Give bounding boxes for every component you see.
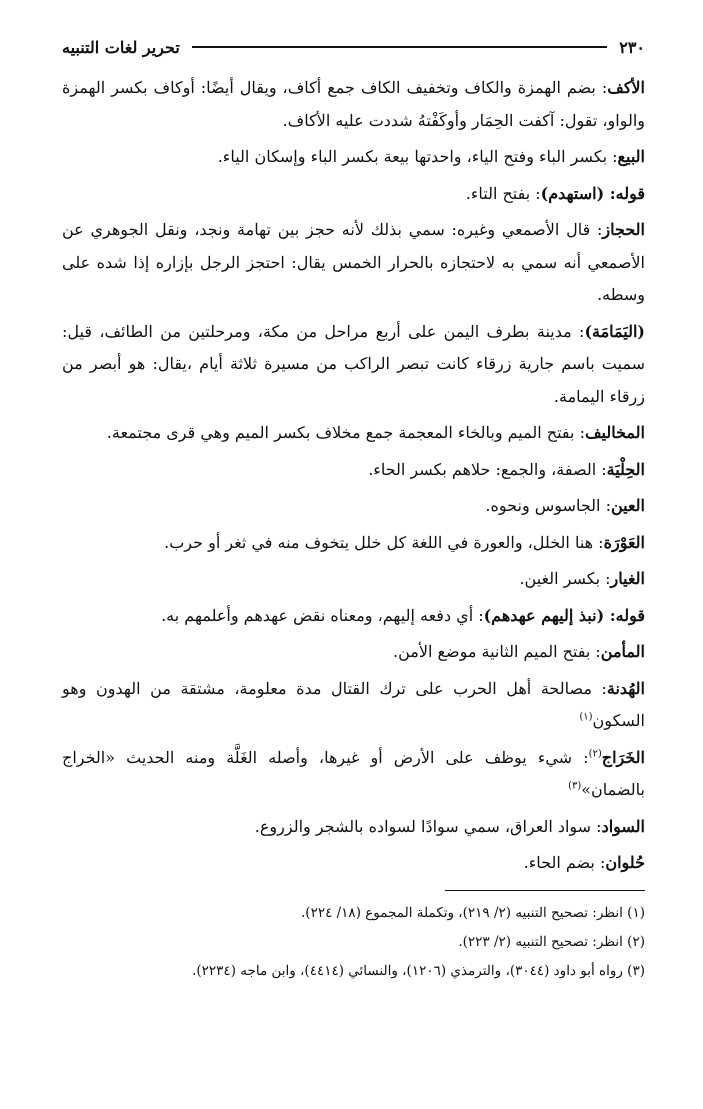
entry-definition: : الصفة، والجمع: حلاهم بكسر الحاء. xyxy=(368,459,607,479)
entry-term: الخَرَاج xyxy=(601,747,645,767)
running-title: تحرير لغات التنبيه xyxy=(62,37,180,57)
footnote-marker: (١) xyxy=(579,711,593,723)
entry-definition: : أي دفعه إليهم، ومعناه نقض عهدهم وأعلمهم به. xyxy=(161,605,484,625)
footnotes xyxy=(62,899,645,986)
entry-nabadha xyxy=(62,600,645,633)
entry-term: الأكف xyxy=(607,78,645,97)
entry-definition: : سواد العراق، سمي سوادًا لسواده بالشجر والزروع. xyxy=(254,816,602,836)
entry-term: الهُدنة xyxy=(606,678,645,698)
entry-kharaj xyxy=(62,742,645,807)
entry-term: العَوْرَة xyxy=(603,532,645,552)
entry-term: السواد xyxy=(601,816,645,836)
entry-sawad xyxy=(62,811,645,844)
footnote-marker: (٣) xyxy=(568,780,582,792)
entry-definition: : مدينة بطرف اليمن على أربع مراحل من مكة، ومرحلتين من الطائف، قيل: سميت باسم جارية زرقاء كانت تبصر الراكب من مسيرة ثلاثة أيام ،يقال: هو أبصر من زرقاء اليمامة. xyxy=(62,321,645,406)
entry-hudna xyxy=(62,673,645,738)
glossary-body xyxy=(62,72,645,880)
entry-term: قوله: (استهدم) xyxy=(540,183,645,203)
entry-term: حُلوان xyxy=(605,853,645,872)
entry-yamama xyxy=(62,316,645,414)
entry-term: المخاليف xyxy=(584,423,645,442)
entry-istahdam xyxy=(62,178,645,211)
entry-makhalif xyxy=(62,417,645,450)
entry-term: (اليَمَامَة) xyxy=(584,321,645,341)
entry-term: العين xyxy=(610,496,645,515)
entry-term: البيع xyxy=(617,147,645,166)
footnote-separator xyxy=(445,890,645,891)
entry-hilya xyxy=(62,454,645,487)
page-number: ٢٣٠ xyxy=(619,37,645,57)
entry-term: الغيار xyxy=(610,569,645,588)
entry-definition: : الجاسوس ونحوه. xyxy=(485,496,611,515)
entry-definition: : بفتح الميم الثانية موضع الأمن. xyxy=(393,642,601,661)
entry-biya xyxy=(62,141,645,174)
entry-term: الحجاز xyxy=(602,220,645,239)
entry-mamin xyxy=(62,636,645,669)
entry-definition: : بضم الحاء. xyxy=(523,853,606,872)
entry-definition: : هنا الخلل، والعورة في اللغة كل خلل يتخوف منه في ثغر أو حرب. xyxy=(164,532,604,552)
entry-definition: : بضم الهمزة والكاف وتخفيف الكاف جمع أكاف، ويقال أيضًا: أوكاف بكسر الهمزة والواو، تقول: آكفت الحِمَار وأوكَفْتهُ شددت عليه الأكاف. xyxy=(62,78,645,130)
entry-definition: : بفتح التاء. xyxy=(465,183,541,203)
entry-term: المأمن xyxy=(600,642,645,661)
footnote-marker: (٢) xyxy=(588,748,602,760)
entry-definition: : بكسر الباء وفتح الياء، واحدتها بيعة بكسر الباء وإسكان الياء. xyxy=(217,147,618,166)
entry-definition: : بكسر الغين. xyxy=(519,569,611,588)
entry-definition: : قال الأصمعي وغيره: سمي بذلك لأنه حجز بين تهامة ونجد، ونقل الجوهري عن الأصمعي أنه سمي به لاحتجازه بالحرار الخمس يقال: احتجز الرجل بإزاره إذا شده على وسطه. xyxy=(62,220,646,304)
entry-term: الحِلْيَة xyxy=(606,459,645,479)
footnote-1: (١) انظر: تصحيح التنبيه (٢/ ٢١٩)، وتكملة المجموع (١٨/ ٢٢٤). xyxy=(301,904,645,921)
footnote-3: (٣) رواه أبو داود (٣٠٤٤)، والترمذي (١٢٠٦)، والنسائي (٤٤١٤)، وابن ماجه (٢٢٣٤). xyxy=(192,962,645,979)
footnote-2: (٢) انظر: تصحيح التنبيه (٢/ ٢٢٣). xyxy=(458,933,645,950)
header-rule xyxy=(192,46,607,48)
entry-akuf xyxy=(62,72,645,137)
entry-term: قوله: (نبذ إليهم عهدهم) xyxy=(483,605,645,625)
entry-definition: : بفتح الميم وبالخاء المعجمة جمع مخلاف بكسر الميم وهي قرى مجتمعة. xyxy=(106,423,585,442)
entry-ghiyar xyxy=(62,563,645,596)
entry-definition: : شيء يوظف على الأرض أو غيرها، وأصله الغَلَّة ومنه الحديث «الخراج بالضمان» xyxy=(62,747,645,799)
entry-hijaz xyxy=(62,214,645,312)
running-header xyxy=(62,34,645,60)
entry-ayn xyxy=(62,490,645,523)
entry-awra xyxy=(62,527,645,560)
entry-hulwan xyxy=(62,847,645,880)
entry-definition: : مصالحة أهل الحرب على ترك القتال مدة معلومة، مشتقة من الهدون وهو السكون xyxy=(62,678,645,730)
